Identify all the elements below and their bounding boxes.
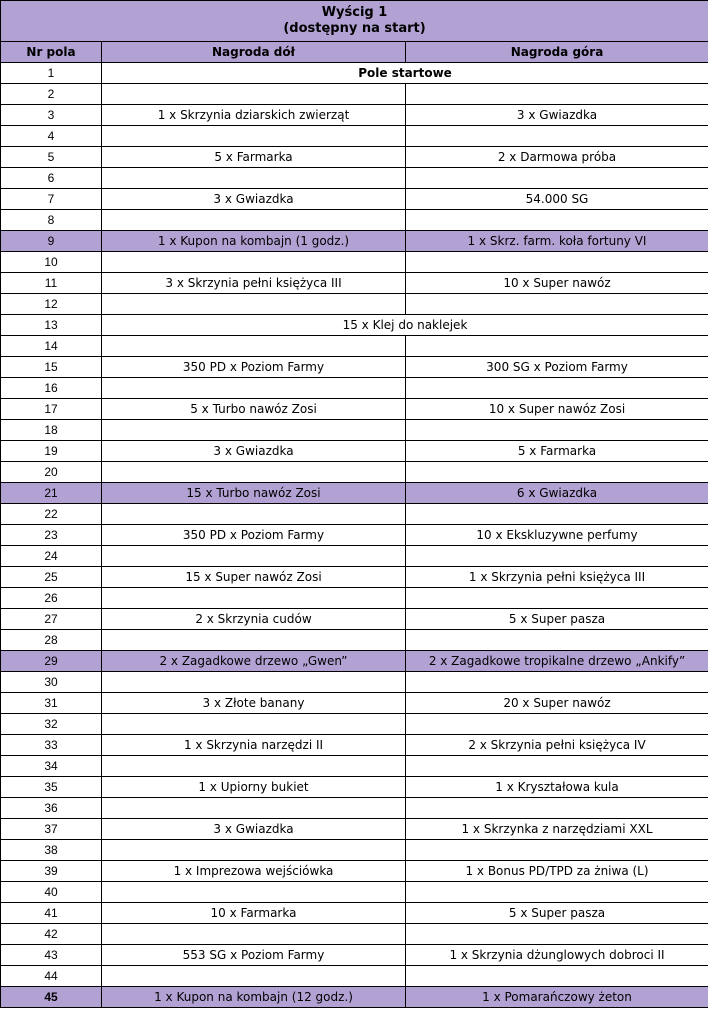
reward-bottom xyxy=(102,966,406,987)
reward-top: 1 x Pomarańczowy żeton xyxy=(406,987,708,1008)
reward-top xyxy=(406,672,708,693)
table-row xyxy=(1,651,708,672)
reward-top: 1 x Bonus PD/TPD za żniwa (L) xyxy=(406,861,708,882)
reward-bottom: 2 x Zagadkowe drzewo „Gwen” xyxy=(102,651,406,672)
reward-bottom xyxy=(102,672,406,693)
table-row xyxy=(1,84,708,105)
table-row xyxy=(1,630,708,651)
reward-top: 54.000 SG xyxy=(406,189,708,210)
field-number: 37 xyxy=(1,819,102,840)
reward-bottom xyxy=(102,630,406,651)
reward-top xyxy=(406,336,708,357)
field-number: 31 xyxy=(1,693,102,714)
table-row xyxy=(1,504,708,525)
reward-top: 3 x Gwiazdka xyxy=(406,105,708,126)
reward-bottom: 10 x Farmarka xyxy=(102,903,406,924)
table-row xyxy=(1,588,708,609)
reward-top xyxy=(406,630,708,651)
field-number: 27 xyxy=(1,609,102,630)
reward-top xyxy=(406,126,708,147)
field-number: 1 xyxy=(1,63,102,84)
reward-top: 5 x Super pasza xyxy=(406,609,708,630)
reward-bottom xyxy=(102,882,406,903)
reward-bottom: 5 x Turbo nawóz Zosi xyxy=(102,399,406,420)
field-number: 23 xyxy=(1,525,102,546)
table-row xyxy=(1,924,708,945)
table-row xyxy=(1,966,708,987)
reward-top xyxy=(406,882,708,903)
table-row xyxy=(1,714,708,735)
reward-bottom xyxy=(102,378,406,399)
reward-top xyxy=(406,924,708,945)
reward-top xyxy=(406,840,708,861)
reward-bottom xyxy=(102,84,406,105)
table-row xyxy=(1,483,708,504)
field-number: 20 xyxy=(1,462,102,483)
field-number: 33 xyxy=(1,735,102,756)
reward-top xyxy=(406,714,708,735)
reward-top: 2 x Zagadkowe tropikalne drzewo „Ankify” xyxy=(406,651,708,672)
reward-top xyxy=(406,504,708,525)
reward-top xyxy=(406,84,708,105)
reward-top xyxy=(406,294,708,315)
field-number: 24 xyxy=(1,546,102,567)
reward-top: 1 x Kryształowa kula xyxy=(406,777,708,798)
table-row xyxy=(1,861,708,882)
reward-top xyxy=(406,462,708,483)
field-number: 42 xyxy=(1,924,102,945)
table-row xyxy=(1,756,708,777)
reward-top: 5 x Super pasza xyxy=(406,903,708,924)
field-number: 16 xyxy=(1,378,102,399)
field-number: 36 xyxy=(1,798,102,819)
reward-top: 10 x Super nawóz Zosi xyxy=(406,399,708,420)
table-row xyxy=(1,798,708,819)
field-number: 4 xyxy=(1,126,102,147)
field-number: 43 xyxy=(1,945,102,966)
reward-top: 5 x Farmarka xyxy=(406,441,708,462)
reward-bottom xyxy=(102,588,406,609)
field-number: 35 xyxy=(1,777,102,798)
table-row xyxy=(1,882,708,903)
field-number: 32 xyxy=(1,714,102,735)
field-number: 26 xyxy=(1,588,102,609)
table-row xyxy=(1,147,708,168)
reward-bottom xyxy=(102,126,406,147)
reward-top: 2 x Darmowa próba xyxy=(406,147,708,168)
reward-bottom: 553 SG x Poziom Farmy xyxy=(102,945,406,966)
table-row xyxy=(1,378,708,399)
field-number: 11 xyxy=(1,273,102,294)
table-row xyxy=(1,945,708,966)
reward-bottom xyxy=(102,924,406,945)
header-nagroda-gora: Nagroda góra xyxy=(406,42,708,63)
table-row xyxy=(1,273,708,294)
field-number: 22 xyxy=(1,504,102,525)
reward-top xyxy=(406,252,708,273)
field-number: 25 xyxy=(1,567,102,588)
field-number: 45 xyxy=(1,987,102,1008)
field-number: 34 xyxy=(1,756,102,777)
reward-bottom xyxy=(102,294,406,315)
reward-bottom: 350 PD x Poziom Farmy xyxy=(102,357,406,378)
reward-bottom xyxy=(102,210,406,231)
field-number: 7 xyxy=(1,189,102,210)
reward-top xyxy=(406,588,708,609)
table-row xyxy=(1,231,708,252)
table-row xyxy=(1,693,708,714)
reward-bottom: 15 x Turbo nawóz Zosi xyxy=(102,483,406,504)
reward-top: 1 x Skrz. farm. koła fortuny VI xyxy=(406,231,708,252)
table-row xyxy=(1,252,708,273)
field-number: 17 xyxy=(1,399,102,420)
reward-bottom: 5 x Farmarka xyxy=(102,147,406,168)
reward-top xyxy=(406,378,708,399)
field-number: 13 xyxy=(1,315,102,336)
field-number: 29 xyxy=(1,651,102,672)
field-number: 15 xyxy=(1,357,102,378)
table-row xyxy=(1,105,708,126)
merged-reward: 15 x Klej do naklejek xyxy=(102,315,708,336)
reward-bottom xyxy=(102,168,406,189)
reward-top xyxy=(406,210,708,231)
field-number: 44 xyxy=(1,966,102,987)
field-number: 28 xyxy=(1,630,102,651)
reward-bottom: 1 x Imprezowa wejściówka xyxy=(102,861,406,882)
field-number: 10 xyxy=(1,252,102,273)
table-row xyxy=(1,168,708,189)
table-row xyxy=(1,420,708,441)
reward-bottom: 3 x Skrzynia pełni księżyca III xyxy=(102,273,406,294)
table-row xyxy=(1,903,708,924)
table-row xyxy=(1,735,708,756)
reward-bottom: 3 x Gwiazdka xyxy=(102,441,406,462)
reward-bottom: 1 x Kupon na kombajn (1 godz.) xyxy=(102,231,406,252)
field-number: 12 xyxy=(1,294,102,315)
table-row xyxy=(1,840,708,861)
reward-bottom: 3 x Gwiazdka xyxy=(102,819,406,840)
reward-bottom xyxy=(102,546,406,567)
reward-bottom: 1 x Skrzynia dziarskich zwierząt xyxy=(102,105,406,126)
field-number: 19 xyxy=(1,441,102,462)
reward-bottom: 1 x Kupon na kombajn (12 godz.) xyxy=(102,987,406,1008)
field-number: 18 xyxy=(1,420,102,441)
field-number: 5 xyxy=(1,147,102,168)
header-nagroda-dol: Nagroda dół xyxy=(102,42,406,63)
table-row xyxy=(1,672,708,693)
reward-bottom xyxy=(102,840,406,861)
reward-top: 6 x Gwiazdka xyxy=(406,483,708,504)
field-number: 40 xyxy=(1,882,102,903)
reward-top: 1 x Skrzynia dżunglowych dobroci II xyxy=(406,945,708,966)
merged-reward: Pole startowe xyxy=(102,63,708,84)
field-number: 2 xyxy=(1,84,102,105)
reward-bottom: 1 x Skrzynia narzędzi II xyxy=(102,735,406,756)
table-row xyxy=(1,294,708,315)
table-row xyxy=(1,987,708,1008)
field-number: 38 xyxy=(1,840,102,861)
table-title xyxy=(1,1,708,42)
reward-top: 10 x Ekskluzywne perfumy xyxy=(406,525,708,546)
reward-bottom xyxy=(102,462,406,483)
reward-bottom: 350 PD x Poziom Farmy xyxy=(102,525,406,546)
table-row xyxy=(1,210,708,231)
table-row xyxy=(1,609,708,630)
table-row xyxy=(1,336,708,357)
reward-top xyxy=(406,966,708,987)
table-row xyxy=(1,399,708,420)
field-number: 30 xyxy=(1,672,102,693)
reward-bottom xyxy=(102,756,406,777)
field-number: 14 xyxy=(1,336,102,357)
field-number: 39 xyxy=(1,861,102,882)
reward-top xyxy=(406,546,708,567)
reward-top: 1 x Skrzynka z narzędziami XXL xyxy=(406,819,708,840)
reward-top: 1 x Skrzynia pełni księżyca III xyxy=(406,567,708,588)
field-number: 8 xyxy=(1,210,102,231)
reward-top: 20 x Super nawóz xyxy=(406,693,708,714)
table-row xyxy=(1,777,708,798)
table-row xyxy=(1,567,708,588)
table-row xyxy=(1,189,708,210)
table-row xyxy=(1,126,708,147)
title-line-2: (dostępny na start) xyxy=(283,21,426,36)
reward-bottom xyxy=(102,504,406,525)
reward-bottom xyxy=(102,420,406,441)
reward-bottom: 3 x Złote banany xyxy=(102,693,406,714)
table-row xyxy=(1,357,708,378)
field-number: 21 xyxy=(1,483,102,504)
reward-top xyxy=(406,420,708,441)
reward-bottom: 1 x Upiorny bukiet xyxy=(102,777,406,798)
reward-bottom: 2 x Skrzynia cudów xyxy=(102,609,406,630)
table-row xyxy=(1,63,708,84)
reward-top: 10 x Super nawóz xyxy=(406,273,708,294)
field-number: 41 xyxy=(1,903,102,924)
field-number: 9 xyxy=(1,231,102,252)
table-row xyxy=(1,441,708,462)
table-body xyxy=(1,63,708,1008)
reward-top: 2 x Skrzynia pełni księżyca IV xyxy=(406,735,708,756)
reward-bottom xyxy=(102,798,406,819)
table-row xyxy=(1,315,708,336)
reward-top xyxy=(406,168,708,189)
table-row xyxy=(1,462,708,483)
reward-bottom xyxy=(102,252,406,273)
table-row xyxy=(1,525,708,546)
table-row xyxy=(1,819,708,840)
reward-bottom xyxy=(102,714,406,735)
reward-top: 300 SG x Poziom Farmy xyxy=(406,357,708,378)
title-line-1: Wyścig 1 xyxy=(321,5,388,20)
reward-bottom: 3 x Gwiazdka xyxy=(102,189,406,210)
reward-top xyxy=(406,798,708,819)
reward-top xyxy=(406,756,708,777)
reward-bottom xyxy=(102,336,406,357)
field-number: 6 xyxy=(1,168,102,189)
reward-bottom: 15 x Super nawóz Zosi xyxy=(102,567,406,588)
field-number: 3 xyxy=(1,105,102,126)
table-row xyxy=(1,546,708,567)
header-nr-pola: Nr pola xyxy=(1,42,102,63)
